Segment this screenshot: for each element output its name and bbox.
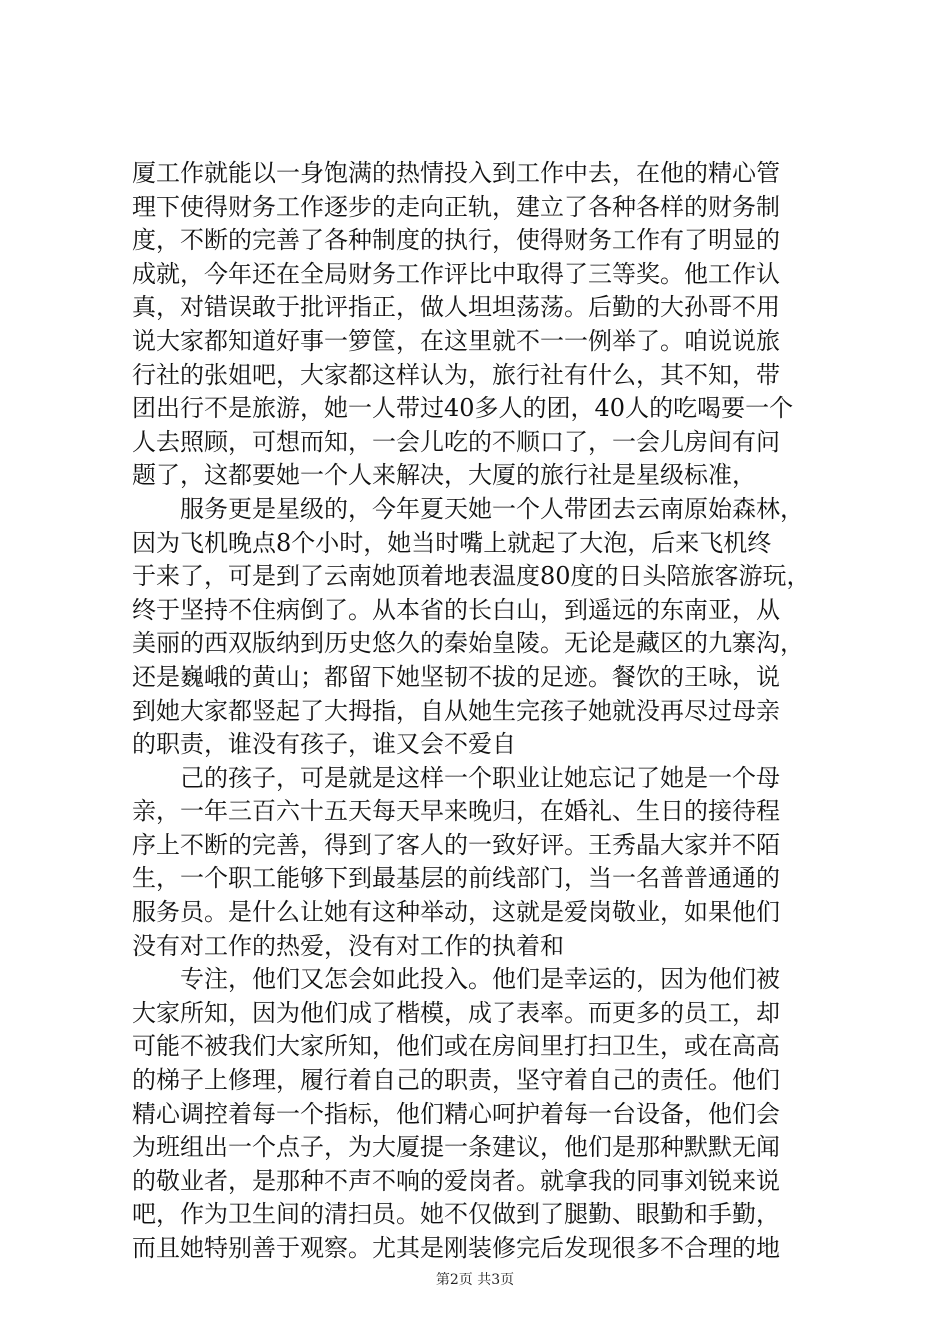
text-line: 美丽的西双版纳到历史悠久的秦始皇陵。无论是藏区的九寨沟， bbox=[132, 629, 804, 658]
body-text bbox=[132, 157, 822, 1266]
text-line: 的梯子上修理，履行着自己的职责，坚守着自己的责任。他们 bbox=[132, 1066, 780, 1095]
text-line: 吧，作为卫生间的清扫员。她不仅做到了腿勤、眼勤和手勤， bbox=[132, 1200, 780, 1229]
text-line: 精心调控着每一个指标，他们精心呵护着每一台设备，他们会 bbox=[132, 1099, 780, 1128]
text-line: 于来了，可是到了云南她顶着地表温度80度的日头陪旅客游玩， bbox=[132, 562, 811, 591]
text-line: 还是巍峨的黄山；都留下她坚韧不拔的足迹。餐饮的王咏，说 bbox=[132, 662, 780, 691]
text-line: 度，不断的完善了各种制度的执行，使得财务工作有了明显的 bbox=[132, 226, 780, 255]
text-line: 的敬业者，是那种不声不响的爱岗者。就拿我的同事刘锐来说 bbox=[132, 1166, 780, 1195]
page-indicator: 第2页 共3页 bbox=[435, 1272, 515, 1288]
text-line: 到她大家都竖起了大拇指，自从她生完孩子她就没再尽过母亲 bbox=[132, 696, 780, 725]
text-line: 可能不被我们大家所知，他们或在房间里打扫卫生，或在高高 bbox=[132, 1032, 780, 1061]
text-line: 生，一个职工能够下到最基层的前线部门，当一名普普通通的 bbox=[132, 864, 780, 893]
text-line: 终于坚持不住病倒了。从本省的长白山，到遥远的东南亚，从 bbox=[132, 595, 780, 624]
page-footer bbox=[0, 1270, 950, 1290]
text-line: 己的孩子，可是就是这样一个职业让她忘记了她是一个母 bbox=[132, 763, 780, 792]
text-line: 没有对工作的热爱，没有对工作的执着和 bbox=[132, 931, 564, 960]
text-line: 行社的张姐吧，大家都这样认为，旅行社有什么，其不知，带 bbox=[132, 360, 780, 389]
text-line: 说大家都知道好事一箩筐，在这里就不一一例举了。咱说说旅 bbox=[132, 326, 780, 355]
text-line: 因为飞机晚点8个小时，她当时嘴上就起了大泡，后来飞机终 bbox=[132, 528, 772, 557]
text-line: 服务员。是什么让她有这种举动，这就是爱岗敬业，如果他们 bbox=[132, 898, 780, 927]
text-line: 亲，一年三百六十五天每天早来晚归，在婚礼、生日的接待程 bbox=[132, 797, 780, 826]
text-line: 真，对错误敢于批评指正，做人坦坦荡荡。后勤的大孙哥不用 bbox=[132, 293, 780, 322]
text-line: 专注，他们又怎会如此投入。他们是幸运的，因为他们被 bbox=[132, 965, 780, 994]
text-line: 的职责，谁没有孩子，谁又会不爱自 bbox=[132, 730, 516, 759]
text-line: 题了，这都要她一个人来解决，大厦的旅行社是星级标准， bbox=[132, 461, 756, 490]
text-line: 团出行不是旅游，她一人带过40多人的团，40人的吃喝要一个 bbox=[132, 394, 794, 423]
text-line: 大家所知，因为他们成了楷模，成了表率。而更多的员工，却 bbox=[132, 998, 780, 1027]
text-line: 服务更是星级的，今年夏天她一个人带团去云南原始森林， bbox=[132, 494, 804, 523]
text-line: 而且她特别善于观察。尤其是刚装修完后发现很多不合理的地 bbox=[132, 1234, 780, 1262]
text-line: 序上不断的完善，得到了客人的一致好评。王秀晶大家并不陌 bbox=[132, 830, 780, 859]
text-line: 人去照顾，可想而知，一会儿吃的不顺口了，一会儿房间有问 bbox=[132, 427, 780, 456]
text-line: 成就，今年还在全局财务工作评比中取得了三等奖。他工作认 bbox=[132, 259, 780, 288]
text-line: 为班组出一个点子，为大厦提一条建议，他们是那种默默无闻 bbox=[132, 1133, 780, 1162]
text-line: 厦工作就能以一身饱满的热情投入到工作中去，在他的精心管 bbox=[132, 159, 780, 187]
text-line: 理下使得财务工作逐步的走向正轨，建立了各种各样的财务制 bbox=[132, 192, 780, 221]
